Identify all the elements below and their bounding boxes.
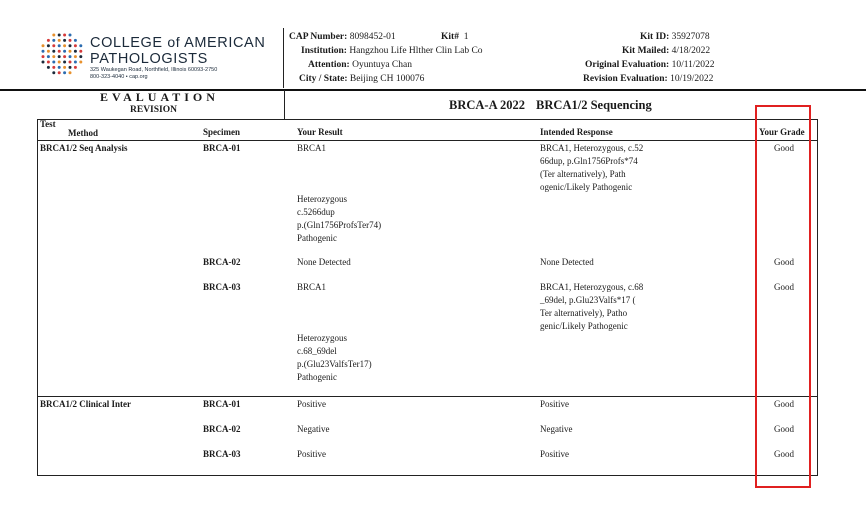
section-rule — [37, 396, 818, 397]
revision-subtitle: REVISION — [130, 105, 177, 115]
original-evaluation-field: Original Evaluation: 10/11/2022 — [585, 60, 715, 70]
col-header-method: Method — [68, 128, 98, 138]
logo-dot — [58, 61, 61, 64]
logo-dot — [69, 71, 72, 74]
col-header-intended-response: Intended Response — [540, 127, 613, 137]
grade-cell: Good — [774, 449, 794, 459]
logo-dot — [58, 39, 61, 42]
kit-id-field: Kit ID: 35927078 — [640, 32, 710, 42]
logo-dot — [63, 34, 66, 37]
logo-dot — [69, 39, 72, 42]
logo-dot — [69, 50, 72, 53]
result-cell: Positive — [297, 449, 327, 459]
logo-dot — [58, 66, 61, 69]
logo-dot — [42, 50, 45, 53]
logo-dot — [63, 61, 66, 64]
program-code: BRCA-A 2022 — [449, 98, 526, 112]
kit-mailed-field: Kit Mailed: 4/18/2022 — [622, 46, 711, 56]
logo-dot — [52, 55, 55, 58]
grade-cell: Good — [774, 424, 794, 434]
grade-cell: Good — [774, 282, 794, 292]
logo-dot — [42, 55, 45, 58]
city-state-field: City / State: Beijing CH 100076 — [299, 74, 425, 84]
intended-response-cell: Positive — [540, 399, 570, 409]
logo-dot — [69, 55, 72, 58]
logo-dot — [79, 44, 82, 47]
result-detail-cell: Heterozygous c.68_69del p.(Glu23ValfsTer17) Pathogenic — [297, 333, 372, 382]
logo-dot — [79, 50, 82, 53]
header-row-rule — [37, 140, 818, 141]
logo-dot — [63, 50, 66, 53]
grade-cell: Good — [774, 399, 794, 409]
logo-name-line2: PATHOLOGISTS — [90, 51, 208, 67]
logo-dot — [63, 39, 66, 42]
logo-dot — [74, 39, 77, 42]
logo-dot — [58, 50, 61, 53]
logo-dot — [47, 66, 50, 69]
logo-dot — [47, 44, 50, 47]
specimen-cell: BRCA-02 — [203, 257, 241, 267]
cap-number-field: CAP Number: 8098452-01 — [289, 32, 396, 42]
logo-dot — [69, 61, 72, 64]
title-divider — [284, 90, 285, 120]
logo-dot — [63, 71, 66, 74]
intended-response-cell: BRCA1, Heterozygous, c.68 _69del, p.Glu23Valfs*17 ( Ter alternatively), Patho genic/Likely Pathogenic — [540, 282, 644, 331]
logo-dot — [63, 44, 66, 47]
logo-dot — [69, 34, 72, 37]
revision-evaluation-field: Revision Evaluation: 10/19/2022 — [583, 74, 714, 84]
logo-contact: 800-323-4040 • cap.org — [90, 74, 148, 80]
cap-logo — [40, 32, 280, 82]
result-cell: BRCA1 — [297, 282, 327, 292]
logo-dot — [52, 66, 55, 69]
test-method-clinical-inter: BRCA1/2 Clinical Inter — [40, 399, 131, 409]
logo-dot — [63, 55, 66, 58]
attention-field: Attention: Oyuntuya Chan — [308, 60, 412, 70]
logo-dot — [47, 61, 50, 64]
grade-cell: Good — [774, 257, 794, 267]
intended-response-cell: BRCA1, Heterozygous, c.52 66dup, p.Gln1756Profs*74 (Ter alternatively), Path ogenic/Likely Pathogenic — [540, 143, 644, 192]
program-name: BRCA1/2 Sequencing — [536, 98, 652, 112]
logo-dot — [74, 50, 77, 53]
logo-dot — [58, 55, 61, 58]
logo-dot — [74, 61, 77, 64]
logo-dot — [47, 39, 50, 42]
institution-field: Institution: Hangzhou Life Hlther Clin Lab Co — [301, 46, 483, 56]
results-table — [37, 119, 818, 476]
specimen-cell: BRCA-01 — [203, 143, 241, 153]
kit-number-field: Kit# 1 — [441, 32, 469, 42]
col-header-test: Test — [40, 119, 56, 129]
col-header-specimen: Specimen — [203, 127, 240, 137]
intended-response-cell: None Detected — [540, 257, 594, 267]
logo-name-line1: COLLEGE of AMERICAN — [90, 34, 266, 51]
program-title — [449, 97, 652, 113]
logo-dot — [58, 44, 61, 47]
result-cell: BRCA1 — [297, 143, 327, 153]
col-header-your-grade: Your Grade — [759, 127, 805, 137]
logo-dot — [52, 61, 55, 64]
specimen-cell: BRCA-03 — [203, 282, 241, 292]
logo-dot — [79, 55, 82, 58]
logo-dot — [58, 34, 61, 37]
logo-dot — [42, 61, 45, 64]
logo-dot — [52, 34, 55, 37]
logo-dot — [63, 66, 66, 69]
logo-dot — [69, 66, 72, 69]
logo-dot — [42, 44, 45, 47]
logo-dot — [74, 44, 77, 47]
logo-dot — [74, 66, 77, 69]
logo-dot — [52, 39, 55, 42]
logo-dot — [74, 55, 77, 58]
specimen-cell: BRCA-02 — [203, 424, 241, 434]
result-cell: Positive — [297, 399, 327, 409]
cap-logo-dots-icon — [40, 32, 84, 76]
test-method-seq-analysis: BRCA1/2 Seq Analysis — [40, 143, 128, 153]
cap-logo-text — [90, 34, 265, 81]
logo-dot — [47, 55, 50, 58]
grade-cell: Good — [774, 143, 794, 153]
logo-address: 325 Waukegan Road, Northfield, Illinois 60093-2750 — [90, 67, 218, 73]
logo-dot — [47, 50, 50, 53]
logo-dot — [52, 44, 55, 47]
specimen-cell: BRCA-01 — [203, 399, 241, 409]
grade-column-highlight — [755, 105, 811, 488]
logo-dot — [69, 44, 72, 47]
logo-dot — [58, 71, 61, 74]
logo-dot — [52, 50, 55, 53]
intended-response-cell: Negative — [540, 424, 573, 434]
evaluation-title: EVALUATION — [100, 90, 219, 104]
header-divider — [283, 28, 284, 88]
col-header-your-result: Your Result — [297, 127, 343, 137]
result-cell: None Detected — [297, 257, 351, 267]
intended-response-cell: Positive — [540, 449, 570, 459]
logo-dot — [79, 61, 82, 64]
specimen-cell: BRCA-03 — [203, 449, 241, 459]
result-detail-cell: Heterozygous c.5266dup p.(Gln1756ProfsTer74) Pathogenic — [297, 194, 382, 243]
logo-dot — [52, 71, 55, 74]
result-cell: Negative — [297, 424, 330, 434]
